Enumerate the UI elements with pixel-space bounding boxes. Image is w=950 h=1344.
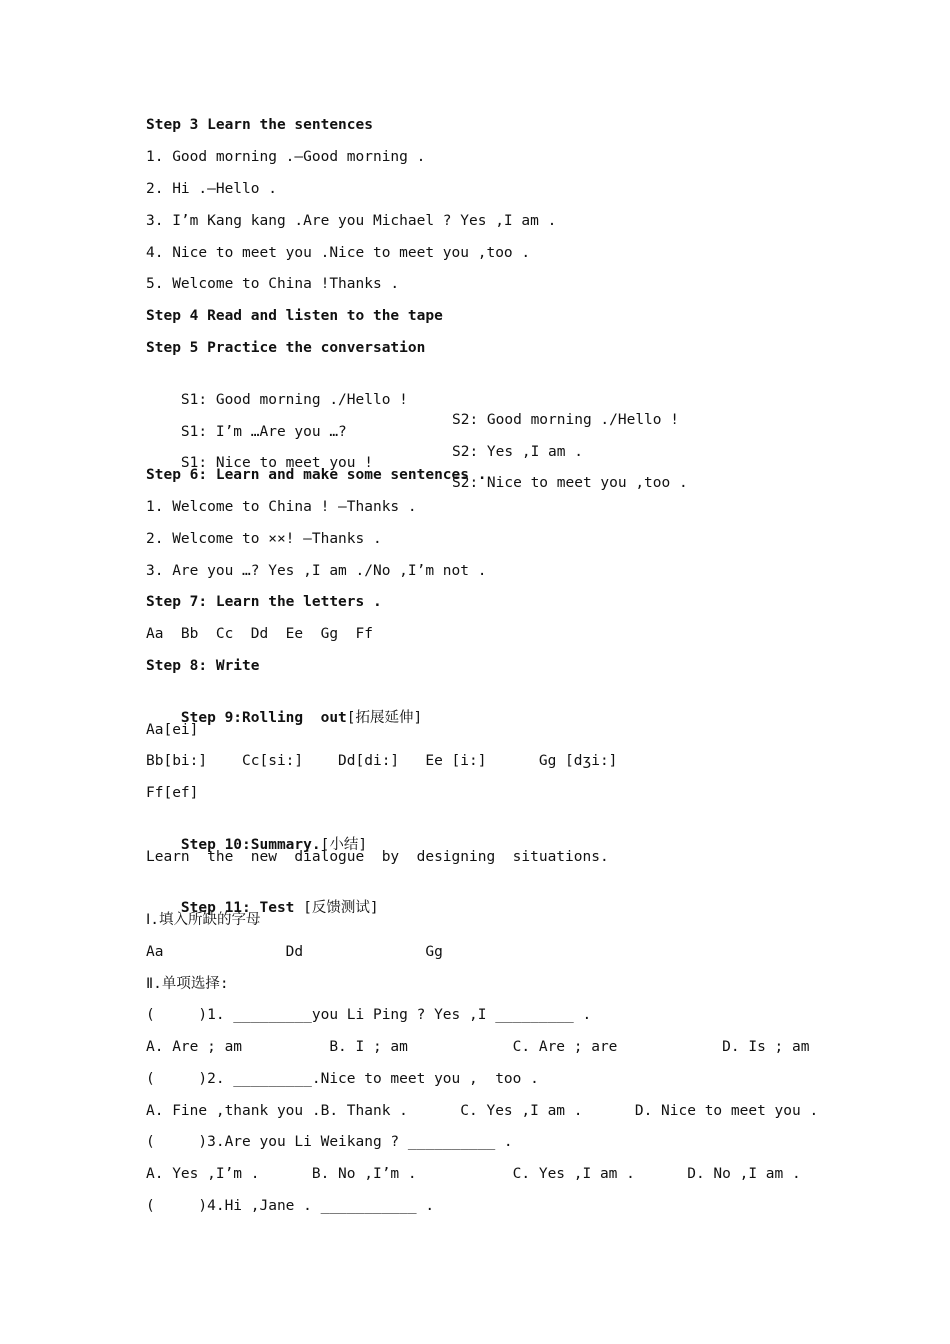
- question-4: ( )4.Hi ,Jane . ___________ .: [146, 1198, 435, 1214]
- step3-item-3: 3. I’m Kang kang .Are you Michael ? Yes ,I am .: [146, 213, 557, 229]
- step3-item-2: 2. Hi .—Hello .: [146, 181, 277, 197]
- s2-line: S2: Nice to meet you ,too .: [452, 475, 688, 491]
- part2-title: Ⅱ.单项选择:: [146, 976, 229, 992]
- step6-item-2: 2. Welcome to ××! —Thanks .: [146, 531, 382, 547]
- question-1: ( )1. _________you Li Ping ? Yes ,I _________ .: [146, 1007, 592, 1023]
- step7-heading: Step 7: Learn the letters .: [146, 594, 382, 610]
- question-2-options: A. Fine ,thank you .B. Thank . C. Yes ,I am . D. Nice to meet you .: [146, 1103, 819, 1119]
- s2-line: S2: Good morning ./Hello !: [452, 412, 679, 428]
- step6-item-3: 3. Are you …? Yes ,I am ./No ,I’m not .: [146, 563, 487, 579]
- s1-line: S1: Nice to meet you !: [180, 455, 373, 471]
- step5-heading: Step 5 Practice the conversation: [146, 340, 426, 356]
- step9-title: Step 9:Rolling out: [180, 710, 347, 726]
- step3-item-4: 4. Nice to meet you .Nice to meet you ,too .: [146, 245, 531, 261]
- summary-text: Learn the new dialogue by designing situations.: [146, 849, 609, 865]
- step7-letters: Aa Bb Cc Dd Ee Gg Ff: [146, 626, 373, 642]
- step4-heading: Step 4 Read and listen to the tape: [146, 308, 443, 324]
- step9-title-cn: [拓展延伸]: [346, 710, 423, 726]
- step10-title: Step 10:Summary.: [180, 837, 321, 853]
- part1-letters: Aa Dd Gg: [146, 944, 443, 960]
- s1-line: S1: I’m …Are you …?: [180, 424, 347, 440]
- part1-title: Ⅰ.填入所缺的字母: [146, 912, 261, 928]
- step6-heading: Step 6: Learn and make some sentences .: [146, 467, 487, 483]
- step3-heading: Step 3 Learn the sentences: [146, 117, 373, 133]
- step8-heading: Step 8: Write: [146, 658, 260, 674]
- phonetic-line-2: Bb[bi:] Cc[si:] Dd[di:] Ee [i:] Gg [dʒi:]: [146, 753, 618, 769]
- step10-title-cn: [小结]: [320, 837, 368, 853]
- s1-line: S1: Good morning ./Hello !: [180, 392, 408, 408]
- question-1-options: A. Are ; am B. I ; am C. Are ; are D. Is ; am: [146, 1039, 810, 1055]
- question-3: ( )3.Are you Li Weikang ? __________ .: [146, 1134, 513, 1150]
- step6-item-1: 1. Welcome to China ! —Thanks .: [146, 499, 417, 515]
- step11-title-cn: [反馈测试]: [294, 900, 379, 916]
- phonetic-line-1: Aa[ei]: [146, 722, 199, 738]
- step11-title: Step 11: Test: [180, 900, 295, 916]
- step3-item-1: 1. Good morning .—Good morning .: [146, 149, 426, 165]
- s2-line: S2: Yes ,I am .: [452, 444, 583, 460]
- question-2: ( )2. _________.Nice to meet you , too .: [146, 1071, 539, 1087]
- phonetic-line-3: Ff[ef]: [146, 785, 199, 801]
- step3-item-5: 5. Welcome to China !Thanks .: [146, 276, 400, 292]
- question-3-options: A. Yes ,I’m . B. No ,I’m . C. Yes ,I am . D. No ,I am .: [146, 1166, 801, 1182]
